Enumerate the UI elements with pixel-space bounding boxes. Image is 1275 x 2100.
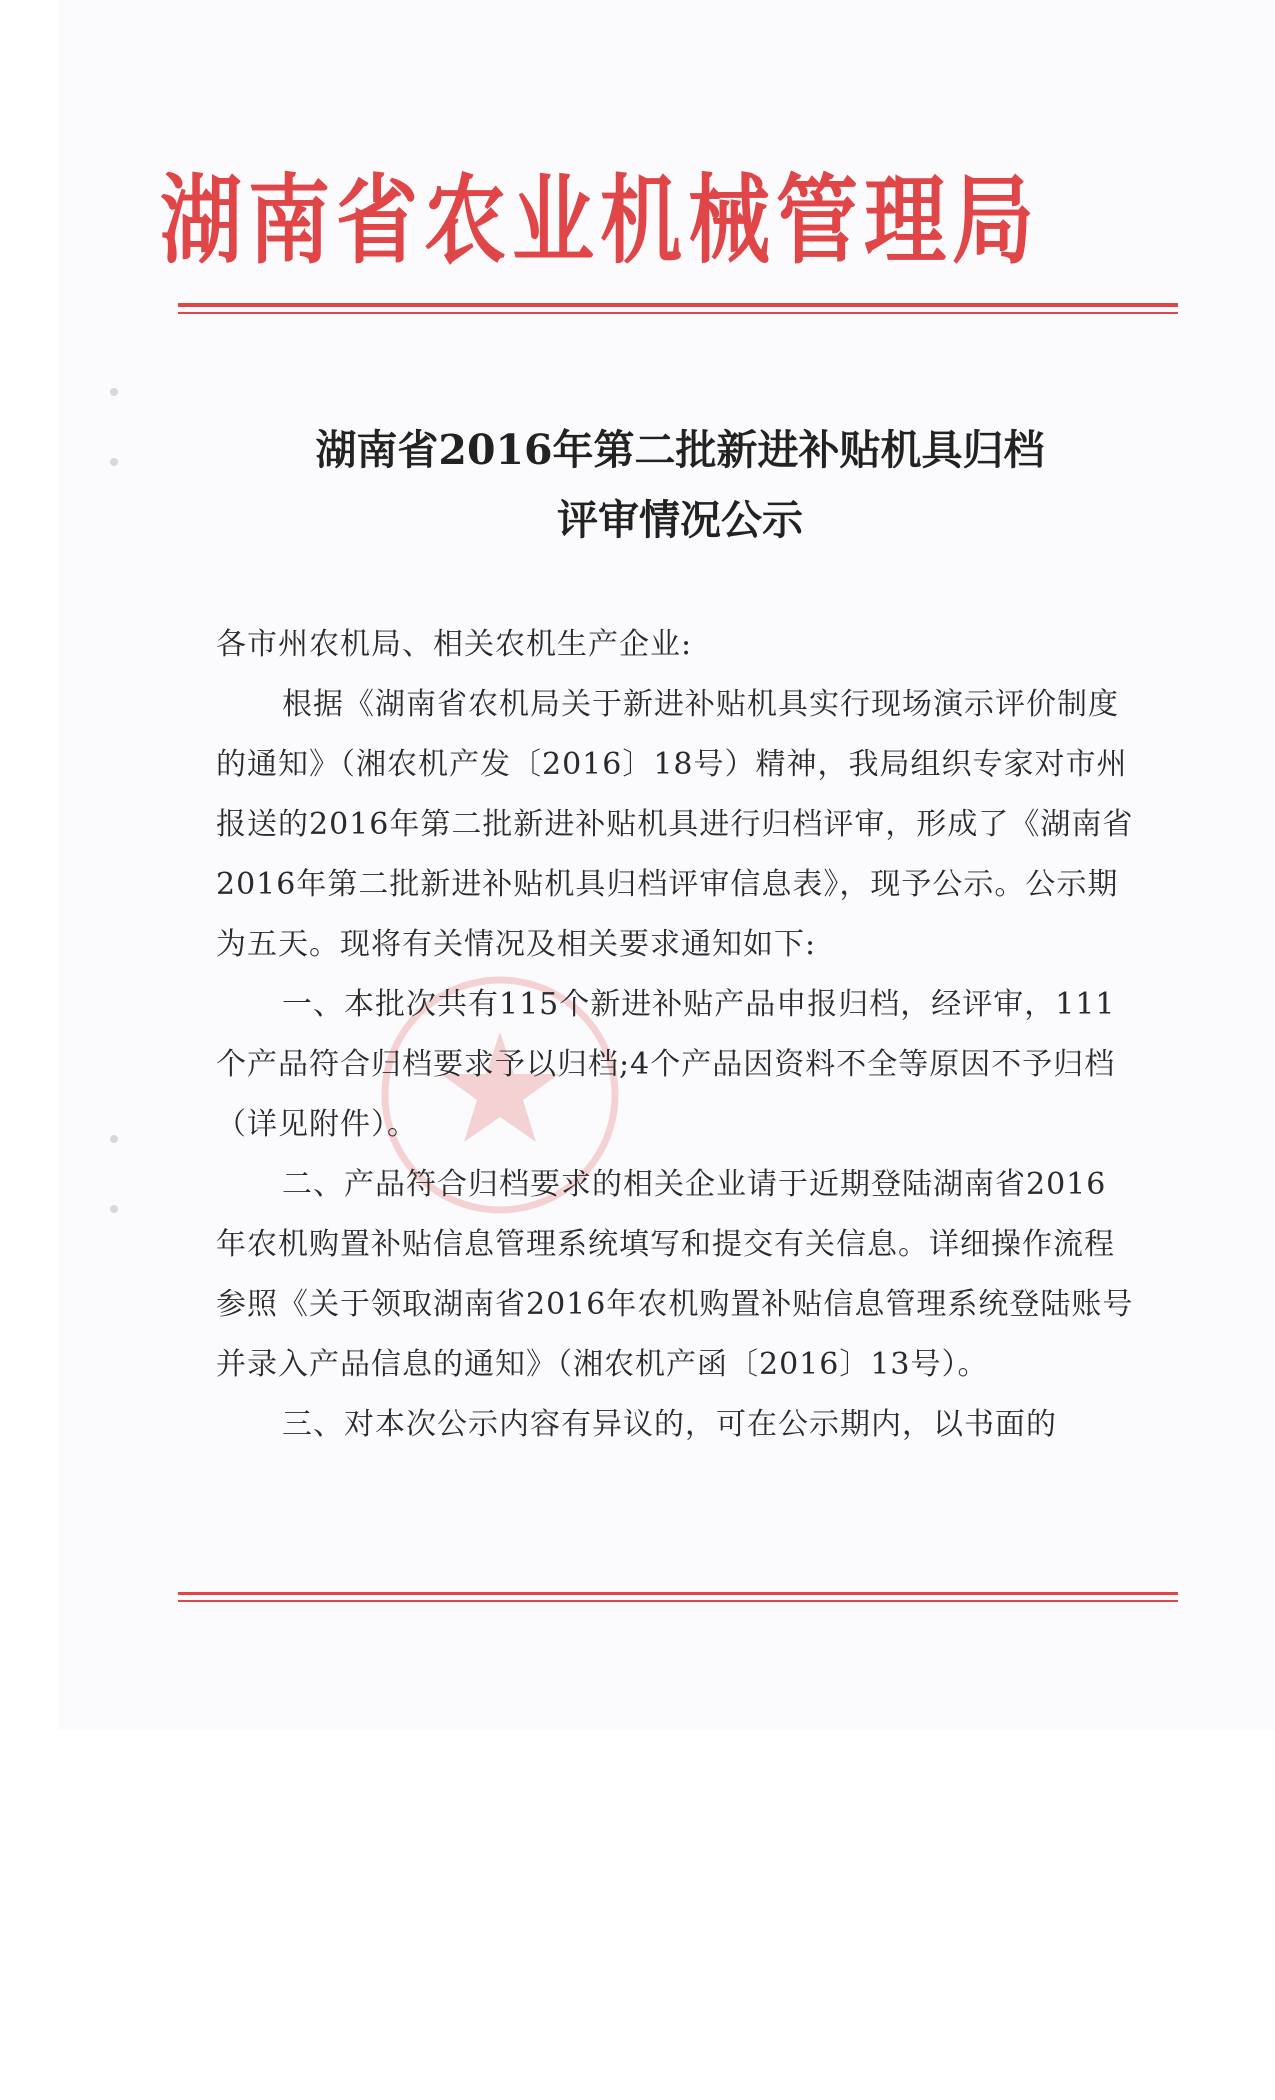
letterhead-rule-thin [178, 312, 1178, 314]
document-body [216, 615, 1136, 1455]
binding-hole [110, 388, 118, 396]
paragraph-item-2: 二、产品符合归档要求的相关企业请于近期登陆湖南省2016年农机购置补贴信息管理系统填写和提交有关信息。详细操作流程参照《关于领取湖南省2016年农机购置补贴信息管理系统登陆账号并录入产品信息的通知》（湘农机产函〔2016〕13号）。 [216, 1167, 1134, 1382]
binding-hole [110, 1205, 118, 1213]
paragraph-item-1: 一、本批次共有115个新进补贴产品申报归档，经评审，111个产品符合归档要求予以归档;4个产品因资料不全等原因不予归档（详见附件）。 [216, 987, 1116, 1142]
document-title [230, 415, 1130, 555]
binding-hole [110, 458, 118, 466]
footer-rule-thick [178, 1592, 1178, 1595]
paragraph-item-3: 三、对本次公示内容有异议的，可在公示期内，以书面的 [282, 1407, 1057, 1442]
footer-rule-thin [178, 1600, 1178, 1602]
binding-hole [110, 1135, 118, 1143]
title-line-1: 湖南省2016年第二批新进补贴机具归档 [315, 426, 1045, 474]
title-line-2: 评审情况公示 [557, 496, 803, 544]
salutation: 各市州农机局、相关农机生产企业: [216, 627, 693, 662]
letterhead-rule-thick [178, 303, 1178, 307]
letterhead-org-name: 湖南省农业机械管理局 [160, 164, 1041, 278]
paragraph-intro: 根据《湖南省农机局关于新进补贴机具实行现场演示评价制度的通知》（湘农机产发〔2016〕18号）精神，我局组织专家对市州报送的2016年第二批新进补贴机具进行归档评审，形成了《湖南省2016年第二批新进补贴机具归档评审信息表》，现予公示。公示期为五天。现将有关情况及相关要求通知如下: [216, 687, 1134, 962]
